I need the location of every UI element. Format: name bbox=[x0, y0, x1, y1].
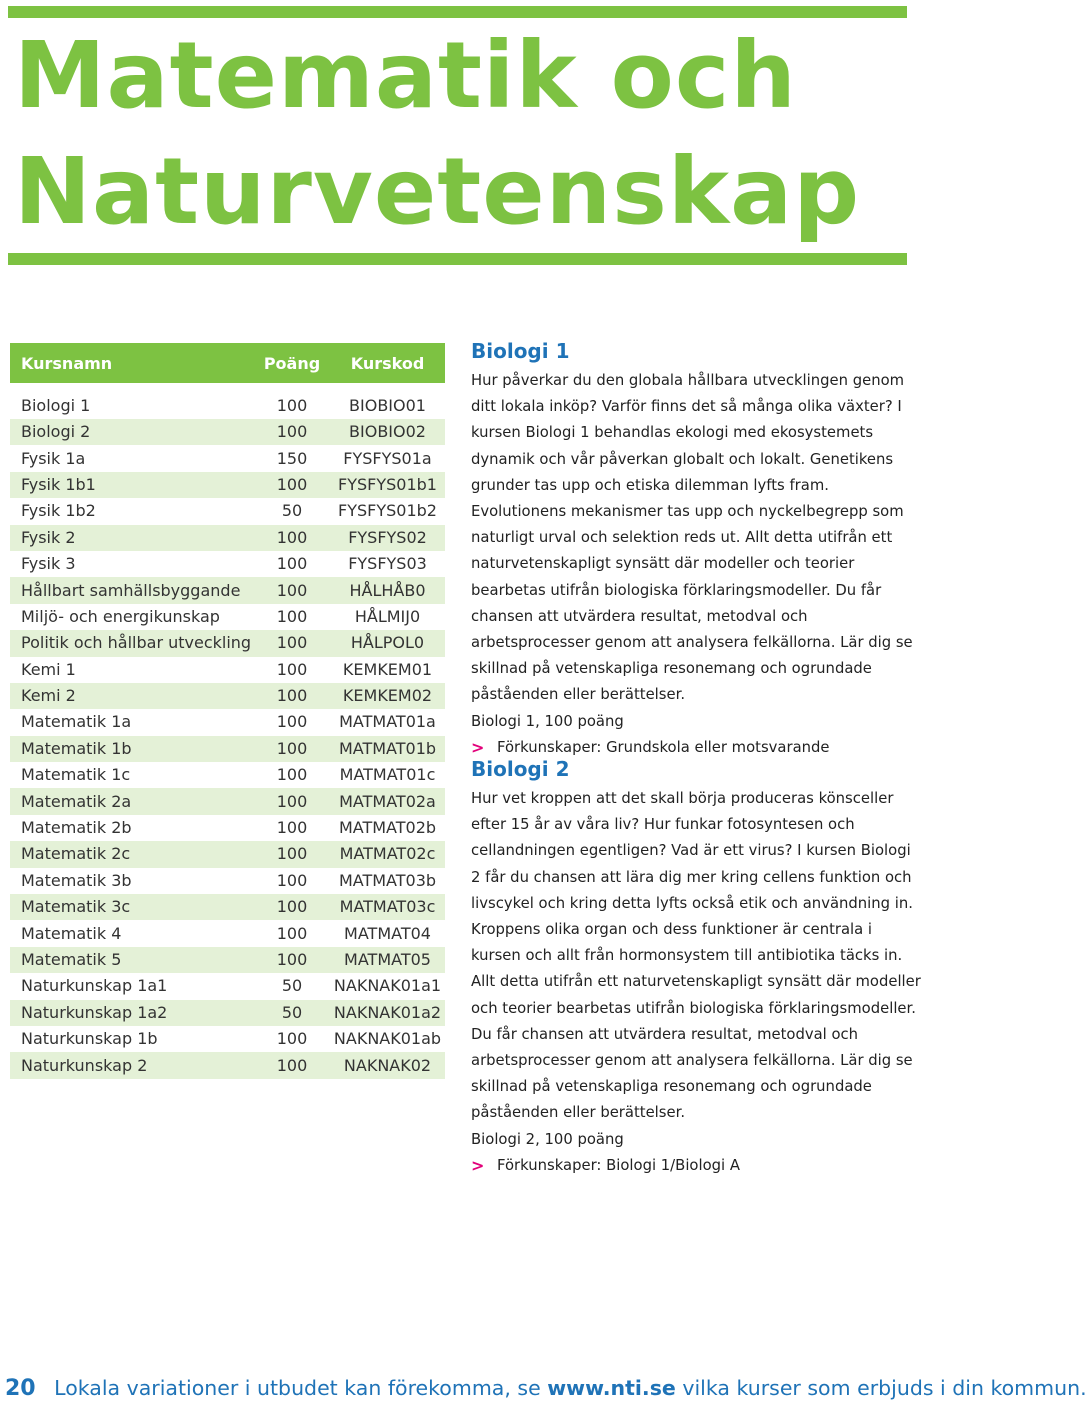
course-code-cell: KEMKEM01 bbox=[342, 659, 433, 679]
course-code-cell: FYSFYS01b1 bbox=[330, 472, 445, 498]
points-cell: 100 bbox=[254, 525, 330, 551]
title-line-1: Matematik och bbox=[14, 22, 797, 129]
table-row bbox=[10, 736, 445, 762]
points-cell: 100 bbox=[276, 923, 308, 943]
biologi-1-prereq-text: Förkunskaper: Grundskola eller motsvarande bbox=[497, 738, 830, 756]
biologi-2-section bbox=[471, 756, 921, 1179]
table-row bbox=[10, 894, 445, 920]
course-code-cell: MATMAT03c bbox=[330, 894, 445, 920]
points-cell: 100 bbox=[276, 818, 308, 838]
course-table bbox=[10, 343, 445, 1079]
points-cell: 100 bbox=[254, 841, 330, 867]
course-name-cell: Miljö- och energikunskap bbox=[21, 606, 220, 626]
points-cell: 100 bbox=[276, 659, 308, 679]
table-row bbox=[10, 551, 445, 577]
points-cell: 100 bbox=[276, 554, 308, 574]
points-cell: 100 bbox=[254, 894, 330, 920]
course-code-cell: MATMAT02c bbox=[330, 841, 445, 867]
points-cell: 150 bbox=[276, 448, 308, 468]
table-row bbox=[10, 472, 445, 498]
table-row bbox=[10, 445, 445, 471]
course-name-cell: Matematik 3b bbox=[21, 870, 132, 890]
points-cell: 100 bbox=[276, 870, 308, 890]
header-course-name: Kursnamn bbox=[10, 343, 254, 383]
table-row bbox=[10, 947, 445, 973]
points-cell: 100 bbox=[276, 396, 308, 415]
biologi-1-points: Biologi 1, 100 poäng bbox=[471, 712, 624, 730]
table-row bbox=[10, 868, 445, 894]
biologi-1-body: Hur påverkar du den globala hållbara utvecklingen genom ditt lokala inköp? Varför finns det så många olika växter? I kursen Biologi 1 behandlas ekologi med ekosystemets dynamik och vår påverkan globalt och lokalt. Genetikens grunder tas upp och etiska dilemman lyfts fram. Evolutionens mekanismer tas upp och nyckelbegrepp som naturligt urval och selektion reds ut. Allt detta utifrån ett naturvetenskapligt synsätt där modeller och teorier bearbetas utifrån biologiska förklaringsmodeller. Du får chansen att utvärdera resultat, metodval och arbetsprocesser genom att analysera felkällorna. Lär dig se skillnad på vetenskapliga resonemang och ogrundade påståenden eller berättelser. bbox=[471, 372, 913, 704]
points-cell: 100 bbox=[254, 419, 330, 445]
course-code-cell: NAKNAK02 bbox=[330, 1052, 445, 1078]
table-row bbox=[10, 920, 445, 946]
table-row bbox=[10, 973, 445, 999]
page-number: 20 bbox=[5, 1376, 36, 1401]
table-row bbox=[10, 841, 445, 867]
course-code-cell: MATMAT02b bbox=[338, 818, 437, 838]
points-cell: 100 bbox=[254, 577, 330, 603]
biologi-2-heading: Biologi 2 bbox=[471, 757, 570, 781]
course-name-cell: Matematik 3c bbox=[10, 894, 254, 920]
table-row bbox=[10, 498, 445, 524]
points-cell: 100 bbox=[254, 736, 330, 762]
course-code-cell: MATMAT04 bbox=[344, 923, 431, 943]
course-name-cell: Fysik 1b2 bbox=[21, 501, 96, 521]
title-line-2: Naturvetenskap bbox=[14, 138, 861, 245]
arrow-icon: > bbox=[471, 1155, 485, 1175]
points-cell: 50 bbox=[254, 1000, 330, 1026]
course-code-cell: MATMAT02a bbox=[330, 788, 445, 814]
table-row bbox=[10, 419, 445, 445]
points-cell: 100 bbox=[276, 765, 308, 785]
table-row bbox=[10, 683, 445, 709]
course-code-cell: BIOBIO01 bbox=[349, 396, 426, 415]
table-row bbox=[10, 709, 445, 735]
course-code-cell: FYSFYS03 bbox=[348, 554, 427, 574]
footer-link[interactable]: www.nti.se bbox=[547, 1376, 676, 1400]
table-row bbox=[10, 1026, 445, 1052]
points-cell: 100 bbox=[276, 606, 308, 626]
biologi-1-heading: Biologi 1 bbox=[471, 339, 570, 363]
top-green-rule bbox=[8, 6, 907, 18]
page-title bbox=[14, 18, 954, 250]
arrow-icon: > bbox=[471, 737, 485, 757]
course-code-cell: MATMAT05 bbox=[330, 947, 445, 973]
course-code-cell: NAKNAK01a2 bbox=[330, 1000, 445, 1026]
course-code-cell: FYSFYS02 bbox=[330, 525, 445, 551]
course-code-cell: FYSFYS01a bbox=[343, 448, 432, 468]
course-code-cell: MATMAT01c bbox=[339, 765, 436, 785]
table-row bbox=[10, 657, 445, 683]
course-name-cell: Matematik 2a bbox=[10, 788, 254, 814]
footer-text-before: Lokala variationer i utbudet kan förekomma, se bbox=[54, 1376, 541, 1400]
table-row bbox=[10, 383, 445, 419]
table-row bbox=[10, 604, 445, 630]
course-code-cell: HÅLHÅB0 bbox=[330, 577, 445, 603]
footer-text-after: vilka kurser som erbjuds i din kommun. bbox=[682, 1376, 1087, 1400]
course-code-cell: NAKNAK01a1 bbox=[333, 976, 442, 996]
table-row bbox=[10, 788, 445, 814]
biologi-2-body: Hur vet kroppen att det skall börja produceras könsceller efter 15 år av våra liv? Hur funkar fotosyntesen och cellandningen egentligen? Vad är ett virus? I kursen Biologi 2 får du chansen att lära dig mer kring cellens funktion och livscykel och kring detta lyfts också etik och användning in. Kroppens olika organ och dess funktioner är centrala i kursen och allt från hormonsystem till antibiotika täcks in. Allt detta utifrån ett naturvetenskapligt synsätt där modeller och teorier bearbetas utifrån biologiska förklaringsmodeller. Du får chansen att utvärdera resultat, metodval och arbetsprocesser genom att analysera felkällorna. Lär dig se skillnad på vetenskapliga resonemang och ogrundade påståenden eller berättelser. bbox=[471, 790, 921, 1122]
course-name-cell: Fysik 2 bbox=[10, 525, 254, 551]
course-code-cell: KEMKEM02 bbox=[330, 683, 445, 709]
table-row bbox=[10, 815, 445, 841]
course-code-cell: HÅLPOL0 bbox=[330, 630, 445, 656]
course-name-cell: Naturkunskap 1a1 bbox=[21, 976, 168, 996]
course-code-cell: MATMAT01b bbox=[330, 736, 445, 762]
points-cell: 100 bbox=[254, 1052, 330, 1078]
course-name-cell: Hållbart samhällsbyggande bbox=[10, 577, 254, 603]
course-name-cell: Biologi 2 bbox=[10, 419, 254, 445]
points-cell: 100 bbox=[254, 947, 330, 973]
course-name-cell: Fysik 1a bbox=[21, 448, 86, 468]
points-cell: 100 bbox=[276, 712, 308, 732]
header-points: Poäng bbox=[254, 343, 330, 383]
course-name-cell: Fysik 1b1 bbox=[10, 472, 254, 498]
course-code-cell: HÅLMIJ0 bbox=[354, 606, 421, 626]
points-cell: 50 bbox=[281, 976, 303, 996]
course-name-cell: Kemi 1 bbox=[21, 659, 76, 679]
course-code-cell: NAKNAK01ab bbox=[333, 1029, 442, 1049]
points-cell: 50 bbox=[281, 501, 303, 521]
course-table-body bbox=[10, 383, 445, 1079]
points-cell: 100 bbox=[254, 788, 330, 814]
course-name-cell: Matematik 2c bbox=[10, 841, 254, 867]
course-name-cell: Fysik 3 bbox=[21, 554, 76, 574]
biologi-1-section bbox=[471, 338, 921, 761]
biologi-2-prereq-text: Förkunskaper: Biologi 1/Biologi A bbox=[497, 1156, 740, 1174]
page-footer bbox=[5, 1376, 1087, 1401]
course-name-cell: Matematik 2b bbox=[21, 818, 132, 838]
table-row bbox=[10, 1000, 445, 1026]
course-code-cell: FYSFYS01b2 bbox=[338, 501, 437, 521]
course-name-cell: Naturkunskap 2 bbox=[10, 1052, 254, 1078]
course-code-cell: MATMAT01a bbox=[339, 712, 436, 732]
course-name-cell: Matematik 4 bbox=[21, 923, 122, 943]
course-code-cell: BIOBIO02 bbox=[330, 419, 445, 445]
course-name-cell: Matematik 5 bbox=[10, 947, 254, 973]
table-row bbox=[10, 630, 445, 656]
course-name-cell: Politik och hållbar utveckling bbox=[10, 630, 254, 656]
table-row bbox=[10, 1052, 445, 1078]
biologi-2-prereq bbox=[471, 1153, 921, 1179]
course-name-cell: Matematik 1a bbox=[21, 712, 132, 732]
course-name-cell: Kemi 2 bbox=[10, 683, 254, 709]
points-cell: 100 bbox=[254, 472, 330, 498]
table-row bbox=[10, 577, 445, 603]
points-cell: 100 bbox=[254, 683, 330, 709]
table-header-row bbox=[10, 343, 445, 383]
course-name-cell: Naturkunskap 1a2 bbox=[10, 1000, 254, 1026]
header-course-code: Kurskod bbox=[330, 343, 445, 383]
points-cell: 100 bbox=[254, 630, 330, 656]
course-name-cell: Naturkunskap 1b bbox=[21, 1029, 158, 1049]
table-row bbox=[10, 762, 445, 788]
biologi-2-points: Biologi 2, 100 poäng bbox=[471, 1130, 624, 1148]
course-name-cell: Biologi 1 bbox=[21, 396, 91, 415]
course-code-cell: MATMAT03b bbox=[338, 870, 437, 890]
course-name-cell: Matematik 1b bbox=[10, 736, 254, 762]
bottom-green-rule bbox=[8, 253, 907, 265]
points-cell: 100 bbox=[276, 1029, 308, 1049]
course-name-cell: Matematik 1c bbox=[21, 765, 131, 785]
table-row bbox=[10, 525, 445, 551]
